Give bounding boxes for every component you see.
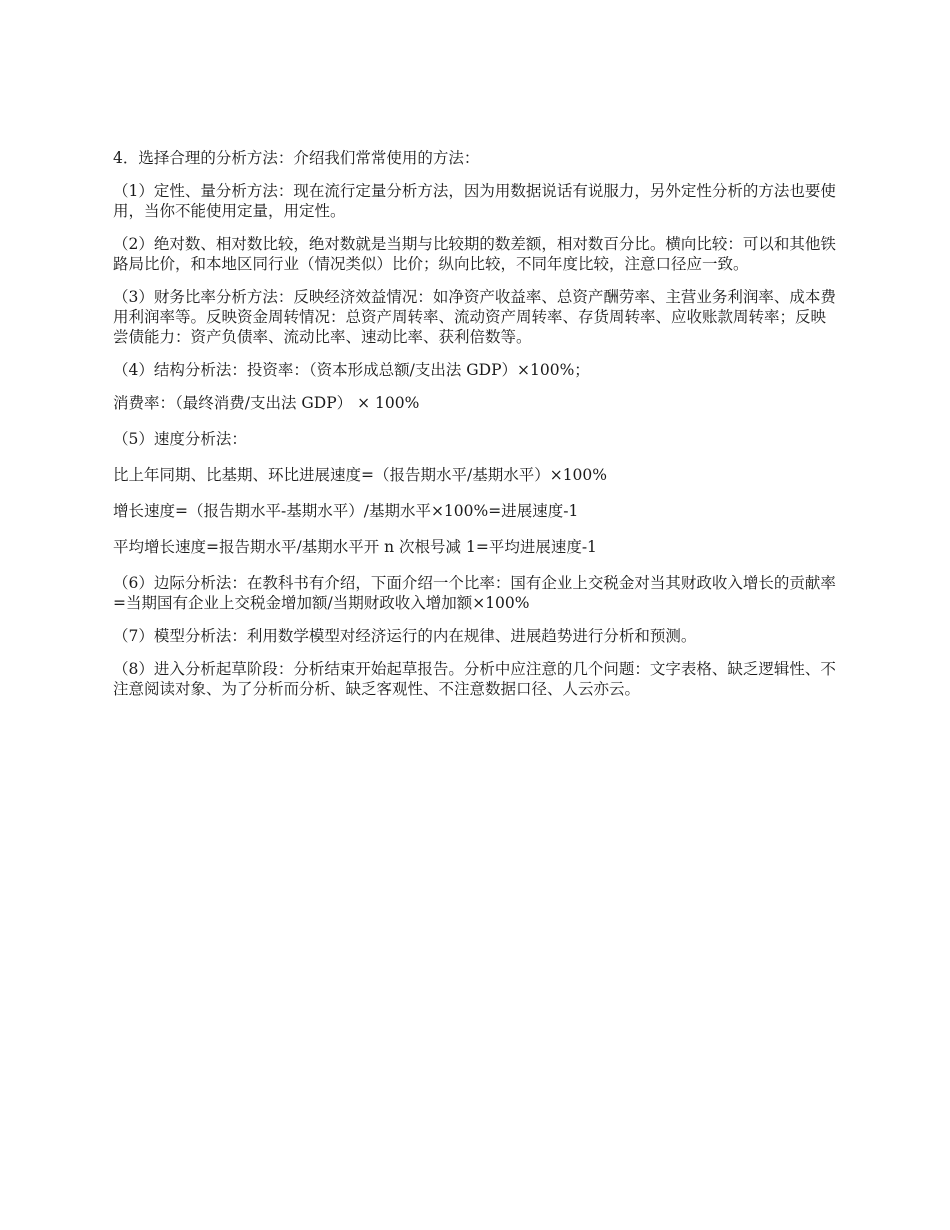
paragraph-drafting-stage: （8）进入分析起草阶段：分析结束开始起草报告。分析中应注意的几个问题：文字表格、缺乏逻辑性、不注意阅读对象、为了分析而分析、缺乏客观性、不注意数据口径、人云亦云。 [113,660,836,698]
paragraph-speed-analysis: （5）速度分析法： [113,430,247,448]
paragraph-structure-analysis: （4）结构分析法：投资率：（资本形成总额/支出法 GDP）×100%； [113,361,590,379]
paragraph-consumption-rate: 消费率：（最终消费/支出法 GDP） × 100% [113,394,420,412]
section-heading-methods: 4．选择合理的分析方法：介绍我们常常使用的方法： [113,149,480,167]
paragraph-absolute-relative: （2）绝对数、相对数比较，绝对数就是当期与比较期的数差额，相对数百分比。横向比较：可以和其他铁路局比价，和本地区同行业（情况类似）比价；纵向比较，不同年度比较，注意口径应一致。 [113,235,836,273]
paragraph-financial-ratio: （3）财务比率分析方法：反映经济效益情况：如净资产收益率、总资产酬劳率、主营业务利润率、成本费用利润率等。反映资金周转情况：总资产周转率、流动资产周转率、存货周转率、应收账款周转率；反映尝债能力：资产负债率、流动比率、速动比率、获利倍数等。 [113,288,836,346]
paragraph-average-growth: 平均增长速度=报告期水平/基期水平开 n 次根号减 1=平均进展速度-1 [113,538,597,556]
paragraph-growth-speed: 增长速度=（报告期水平-基期水平）/基期水平×100%=进展速度-1 [113,502,579,520]
paragraph-model-analysis: （7）模型分析法：利用数学模型对经济运行的内在规律、进展趋势进行分析和预测。 [113,627,697,645]
paragraph-development-speed: 比上年同期、比基期、环比进展速度=（报告期水平/基期水平）×100% [113,466,608,484]
document-body [113,148,841,712]
paragraph-marginal-analysis: （6）边际分析法：在教科书有介绍，下面介绍一个比率：国有企业上交税金对当其财政收入增长的贡献率=当期国有企业上交税金增加额/当期财政收入增加额×100% [113,574,836,612]
paragraph-qualitative-quantitative: （1）定性、量分析方法：现在流行定量分析方法，因为用数据说话有说服力，另外定性分析的方法也要使用，当你不能使用定量，用定性。 [113,182,836,220]
